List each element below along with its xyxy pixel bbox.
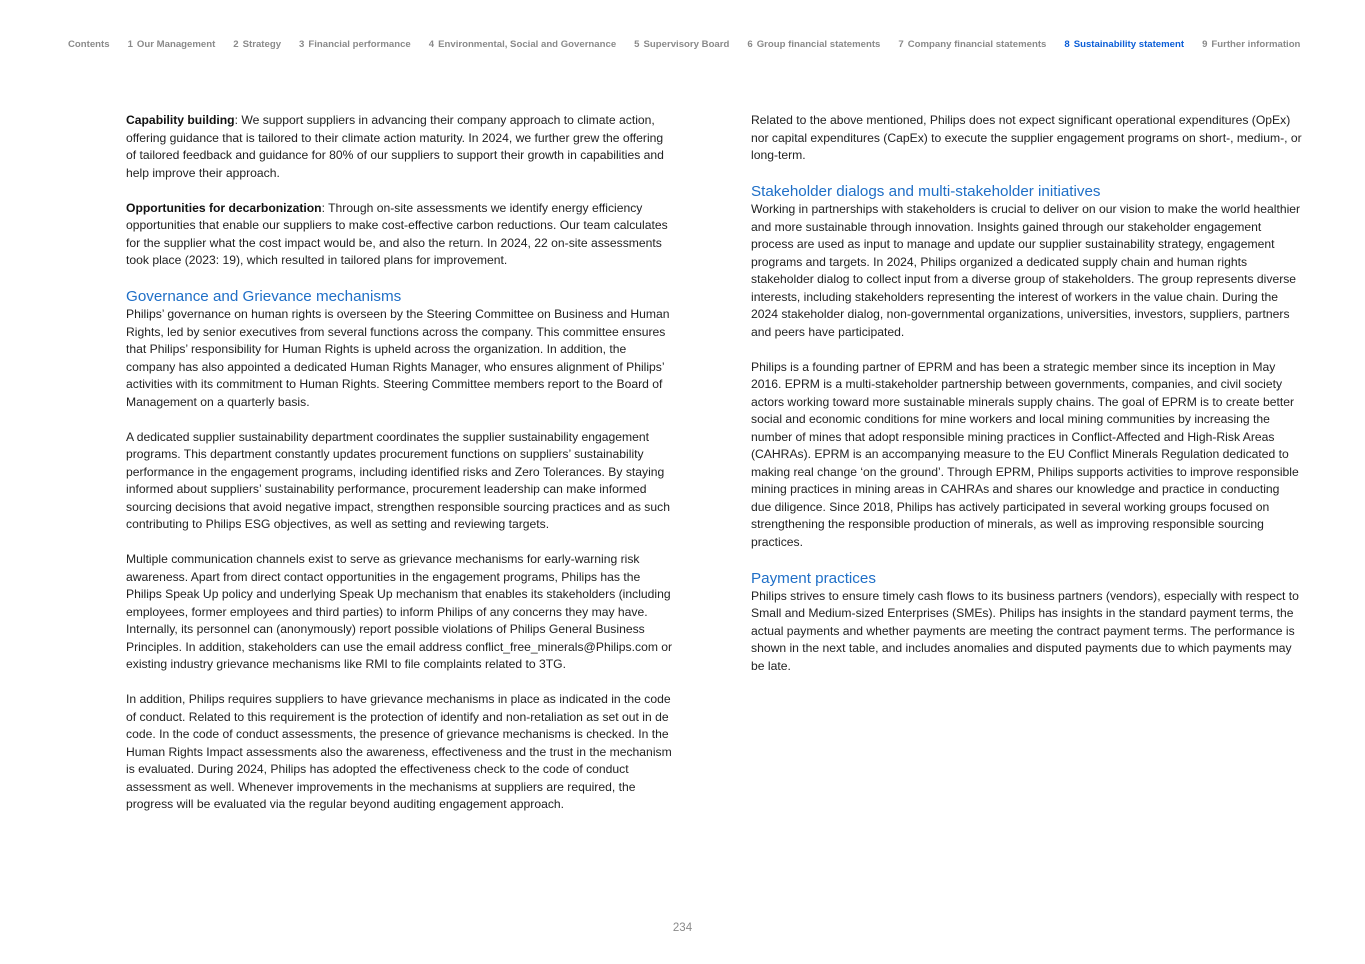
nav-label: Further information bbox=[1211, 39, 1301, 50]
nav-item-supervisory-board[interactable] bbox=[634, 39, 729, 50]
governance-paragraph-1: Philips’ governance on human rights is overseen by the Steering Committee on Business and Human Rights, led by senior executives from several functions across the company. This committee ensures that Philips’ responsibility for Human Rights is upheld across the organization. In addition, the company has also appointed a dedicated Human Rights Manager, who ensures alignment of Philips’ activities with its commitment to Human Rights. Steering Committee members report to the Board of Management on a quarterly basis. bbox=[126, 307, 670, 409]
nav-number: 2 bbox=[233, 39, 239, 50]
capability-lead: Capability building bbox=[126, 113, 235, 127]
left-column bbox=[126, 112, 674, 814]
nav-label: Company financial statements bbox=[907, 39, 1047, 50]
nav-item-contents[interactable] bbox=[68, 39, 110, 50]
nav-number: 5 bbox=[634, 39, 640, 50]
top-navigation bbox=[68, 39, 1305, 50]
decarbonization-paragraph bbox=[126, 200, 674, 270]
nav-number: 6 bbox=[747, 39, 753, 50]
stakeholder-heading: Stakeholder dialogs and multi-stakeholder initiatives bbox=[751, 183, 1101, 200]
nav-label: Group financial statements bbox=[756, 39, 881, 50]
page-number: 234 bbox=[672, 922, 693, 934]
stakeholder-paragraph-1: Working in partnerships with stakeholders is crucial to deliver on our vision to make the world healthier and more sustainable through innovation. Insights gained through our stakeholder engagement process are used as input to manage and update our supplier sustainability strategy, engagement programs and targets. In 2024, Philips organized a dedicated supply chain and human rights stakeholder dialog to collect input from a diverse group of stakeholders. The group represents diverse interests, including stakeholders representing the interest of workers in the value chain. During the 2024 stakeholder dialog, non-governmental organizations, universities, investors, suppliers, partners and peers have participated. bbox=[751, 202, 1301, 339]
nav-item-company-financial-statements[interactable] bbox=[898, 39, 1046, 50]
nav-label: Supervisory Board bbox=[643, 39, 730, 50]
nav-item-group-financial-statements[interactable] bbox=[747, 39, 880, 50]
nav-label: Contents bbox=[68, 39, 110, 50]
nav-label: Our Management bbox=[136, 39, 216, 50]
nav-item-sustainability-statement[interactable] bbox=[1064, 39, 1184, 50]
nav-number: 1 bbox=[127, 39, 133, 50]
nav-label: Strategy bbox=[242, 39, 282, 50]
decarbonization-lead: Opportunities for decarbonization bbox=[126, 200, 322, 215]
nav-number: 8 bbox=[1064, 39, 1070, 50]
governance-paragraph-2: A dedicated supplier sustainability department coordinates the supplier sustainability engagement programs. This department constantly updates procurement functions on suppliers’ sustainability performance in the engagement programs, including identified risks and Zero Tolerances. By staying informed about suppliers’ sustainability performance, procurement leadership can make informed sourcing decisions that avoid negative impact, strengthen responsible sourcing practices and as such contributing to Philips ESG objectives, as well as setting and reviewing targets. bbox=[126, 429, 670, 531]
governance-heading: Governance and Grievance mechanisms bbox=[126, 288, 402, 305]
nav-item-financial-performance[interactable] bbox=[299, 39, 411, 50]
capability-text: : We support suppliers in advancing their company approach to climate action, offering guidance that is tailored to their climate action maturity. In 2024, we further grew the offering of tailored feedback and guidance for 80% of our suppliers to support their growth in capabilities and help improve their approach. bbox=[126, 113, 664, 180]
right-column bbox=[751, 112, 1303, 675]
nav-item-our-management[interactable] bbox=[128, 39, 216, 50]
nav-item-strategy[interactable] bbox=[233, 39, 281, 50]
nav-number: 7 bbox=[898, 39, 904, 50]
governance-paragraph-3: Multiple communication channels exist to serve as grievance mechanisms for early-warning risk awareness. Apart from direct contact opportunities in the engagement programs, Philips has the Philips Speak Up policy and underlying Speak Up mechanism that enables its stakeholders (including employees, former employees and third parties) to inform Philips of any concerns they may have. Internally, its personnel can (anonymously) report possible violations of Philips General Business Principles. In addition, stakeholders can use the email address conflict_free_minerals@Philips.com or existing industry grievance mechanisms like RMI to file complaints related to 3TG. bbox=[126, 552, 673, 671]
governance-paragraph-4: In addition, Philips requires suppliers to have grievance mechanisms in place as indicated in the code of conduct. Related to this requirement is the protection of identify and non-retaliation as set out in de code. In the code of conduct assessments, the presence of grievance mechanisms is checked. In the Human Rights Impact assessments also the awareness, effectiveness and the trust in the mechanism is evaluated. During 2024, Philips has adopted the effectiveness check to the code of conduct assessment as well. Whenever improvements in the mechanisms at suppliers are required, the progress will be evaluated via the regular beyond auditing engagement approach. bbox=[126, 692, 672, 811]
nav-item-esg[interactable] bbox=[429, 39, 616, 50]
capability-paragraph bbox=[126, 112, 674, 182]
decarbonization-text: : Through on-site assessments we identify energy efficiency opportunities that enable our suppliers to make cost-effective carbon reductions. Our team calculates for the supplier what the cost impact would be, and also the return. In 2024, 22 on-site assessments took place (2023: 19), which resulted in tailored plans for improvement. bbox=[126, 200, 668, 267]
nav-number: 3 bbox=[299, 39, 305, 50]
opex-paragraph: Related to the above mentioned, Philips does not expect significant operational expenditures (OpEx) nor capital expenditures (CapEx) to execute the supplier engagement programs on short-, medium-, or long-term. bbox=[751, 113, 1302, 162]
nav-label: Financial performance bbox=[308, 39, 411, 50]
nav-number: 4 bbox=[428, 39, 435, 50]
payment-paragraph: Philips strives to ensure timely cash flows to its business partners (vendors), especially with respect to Small and Medium-sized Enterprises (SMEs). Philips has insights in the standard payment terms, the actual payments and whether payments are meeting the contract payment terms. The performance is shown in the next table, and includes anomalies and disputed payments due to which payments may be late. bbox=[751, 588, 1299, 673]
payment-heading: Payment practices bbox=[751, 569, 876, 587]
stakeholder-paragraph-2: Philips is a founding partner of EPRM and has been a strategic member since its inception in May 2016. EPRM is a multi-stakeholder partnership between governments, companies, and civil society actors working toward more sustainable minerals supply chains. The goal of EPRM is to create better social and economic conditions for mine workers and local mining communities by increasing the number of mines that adopt responsible mining practices in Conflict-Affected and High-Risk Areas (CAHRAs). EPRM is an accompanying measure to the EU Conflict Minerals Regulation dedicated to making real change ‘on the ground’. Through EPRM, Philips supports activities to improve responsible mining practices in mining areas in CAHRAs and shares our knowledge and practice in conducting due diligence. Since 2018, Philips has actively participated in several working groups focused on strengthening the responsible production of minerals, as well as improving responsible sourcing practices. bbox=[751, 359, 1299, 549]
nav-item-further-information[interactable] bbox=[1202, 39, 1300, 50]
nav-number: 9 bbox=[1202, 39, 1208, 50]
nav-label: Sustainability statement bbox=[1073, 39, 1185, 50]
nav-label: Environmental, Social and Governance bbox=[438, 39, 617, 50]
